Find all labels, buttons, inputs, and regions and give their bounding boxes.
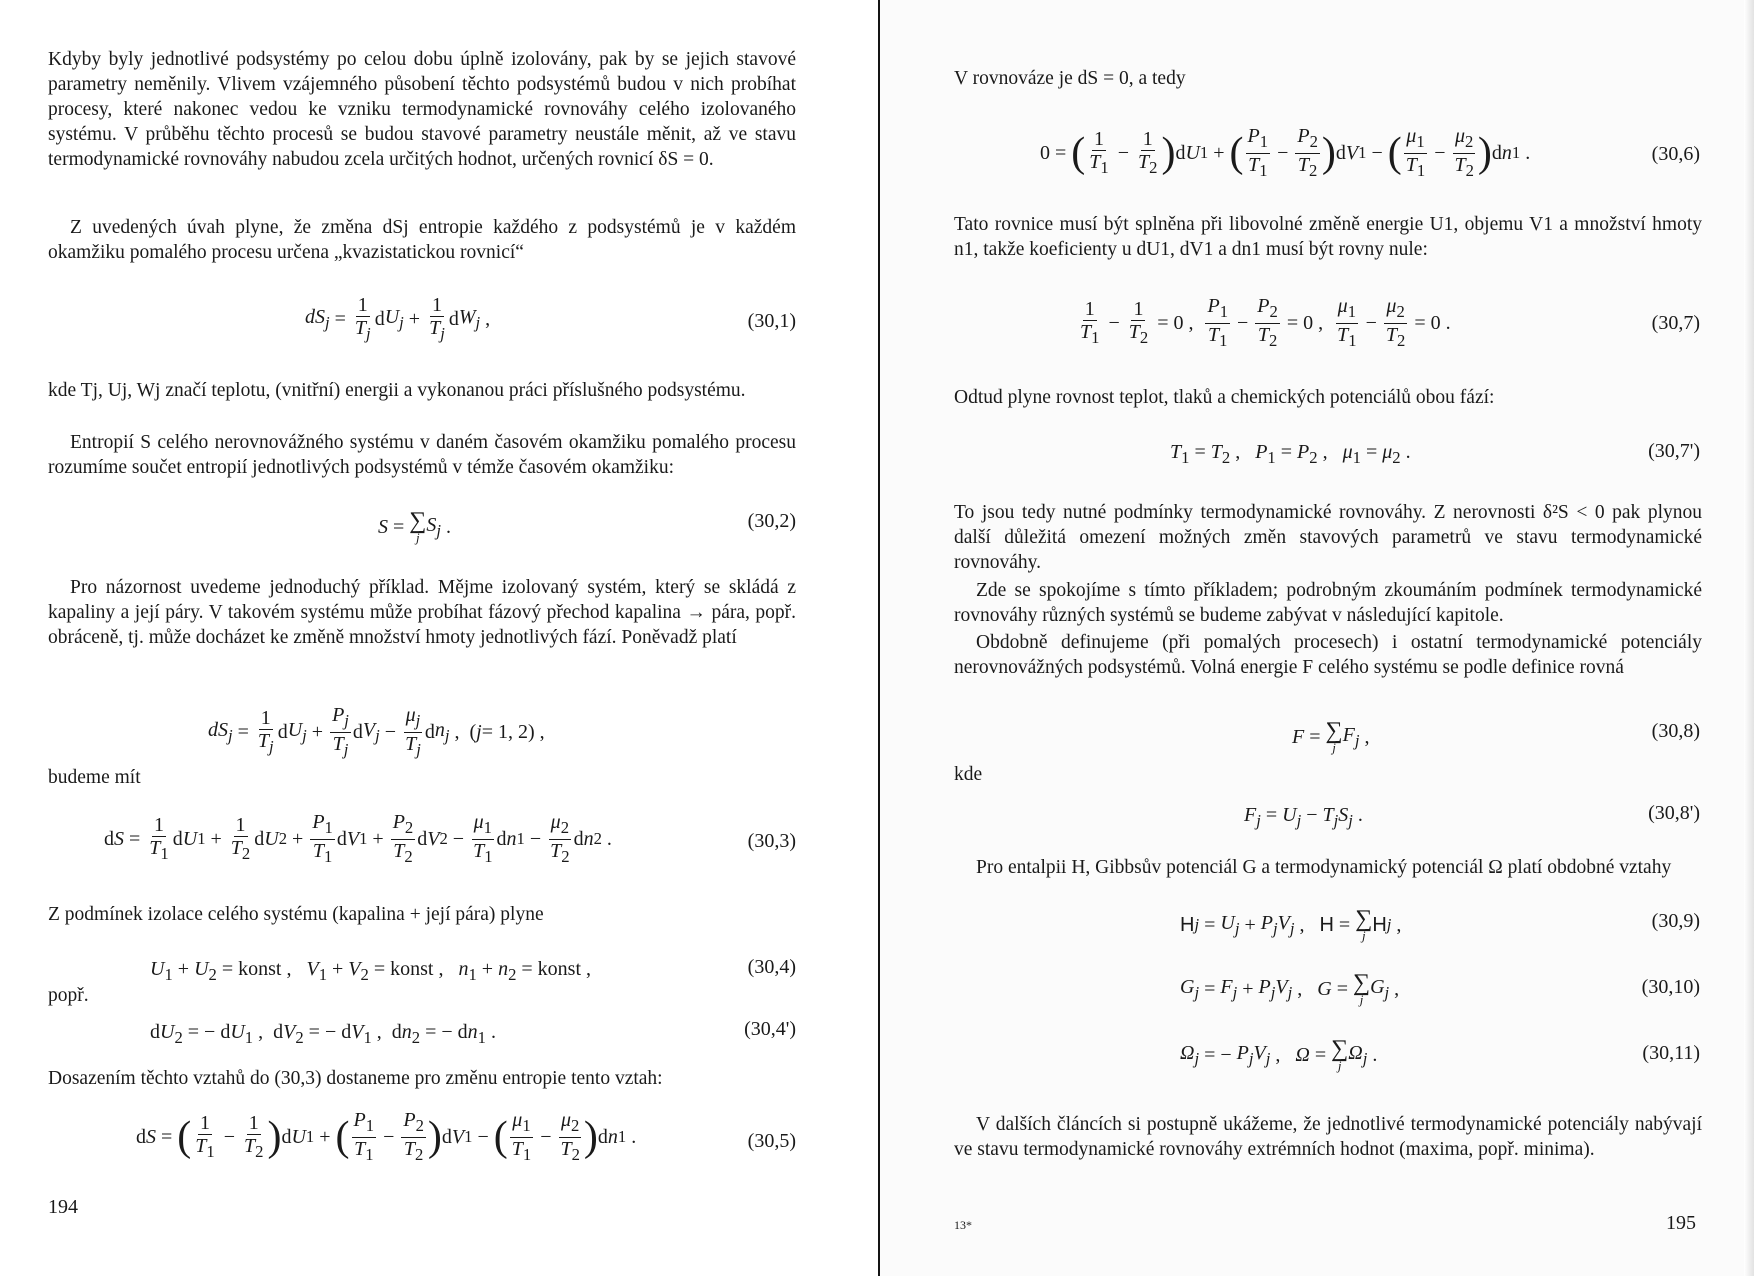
paragraph: Z uvedených úvah plyne, že změna dSj entropie každého z podsystémů je v každém okamžiku pomalého procesu určena „kvazistatickou rovnicí“ [48,217,796,263]
equation: $G_j$ = $F_j$ + $P_jV_j$ , G = ∑ j $G_j$ , [1180,970,1400,1007]
equation-number: (30,9) [1651,910,1700,932]
signature-mark: 13* [954,1218,972,1232]
paragraph: Obdobně definujeme (při pomalých procesech) i ostatní termodynamické potenciály nerovnovážných podsystémů. Volná energie F celého systému se podle definice rovná [954,632,1702,678]
paragraph: Z podmínek izolace celého systému (kapalina + její pára) plyne [48,904,544,925]
equation: 0 = ( 1 $T_1$ − 1 $T_2$ ) d U 1 + ( $P_1$ $T_1$ − $P_2$ $T_2$ ) d V 1 − ( $\mu_1$ $T_1$ − $\mu_2$ $T_2$ ) d n 1 . [1040,124,1531,180]
equation: S = ∑ j $S_j$ . [378,508,452,545]
equation-number: (30,7) [1651,312,1700,334]
equation: d S = ( 1 $T_1$ − 1 $T_2$ ) d U 1 + ( $P_1$ $T_1$ − $P_2$ $T_2$ ) d V 1 − ( $\mu_1$ $T_1$ − $\mu_2$ $T_2$ ) d n 1 . [136,1108,637,1164]
equation: $\Omega_j$ = − $P_jV_j$ , Ω = ∑ j $\Omega_j$ . [1180,1036,1378,1073]
right-page [880,0,1754,1276]
paragraph: Dosazením těchto vztahů do (30,3) dostaneme pro změnu entropie tento vztah: [48,1068,663,1089]
paragraph: Pro entalpii H, Gibbsův potenciál G a termodynamický potenciál Ω platí obdobné vztahy [976,857,1672,878]
equation-number: (30,7') [1648,440,1700,462]
equation-number: (30,3) [747,830,796,852]
equation: $dU_2$ = − $dU_1$ , $dV_2$ = − $dV_1$ , $dn_2$ = − $dn_1$ . [150,1021,496,1047]
equation-number: (30,10) [1641,976,1700,998]
equation-number: (30,4) [747,956,796,978]
paragraph: V dalších článcích si postupně ukážeme, že jednotlivé termodynamické potenciály nabývají ve stavu termodynamické rovnováhy extrémních hodnot (maxima, popř. minima). [954,1114,1702,1160]
page-number: 194 [48,1196,78,1218]
paragraph: V rovnováze je dS = 0, a tedy [954,68,1186,89]
equation: d S = 1 $T_1$ d U 1 + 1 $T_2$ d U 2 + $P_1$ $T_1$ d V 1 + $P_2$ $T_2$ d V 2 − $\mu_1$ $T_1$ d n 1 − $\mu_2$ $T_2$ d n 2 . [104,810,612,866]
equation-number: (30,11) [1642,1042,1700,1064]
paragraph: kde [954,764,983,785]
equation: $dS_j$ = 1 $T_j$ d $U_j$ + $P_j$ $T_j$ d $V_j$ − $\mu_j$ $T_j$ d $n_j$ , ( j = 1, 2) , [208,703,545,759]
paragraph: Odtud plyne rovnost teplot, tlaků a chemických potenciálů obou fází: [954,387,1495,408]
paragraph: To jsou tedy nutné podmínky termodynamické rovnováhy. Z nerovnosti δ²S < 0 pak plynou další důležitá omezení možných změn stavových parametrů ve stavu termodynamické rovnováhy. [954,502,1702,573]
paragraph: Zde se spokojíme s tímto příkladem; podrobným zkoumáním podmínek termodynamické rovnováhy různých systémů se budeme zabývat v následující kapitole. [954,580,1702,626]
equation: $dS_j$ = 1 $T_j$ d $U_j$ + 1 $T_j$ d $W_j$ , [305,293,491,343]
paragraph: Pro názornost uvedeme jednoduchý příklad. Mějme izolovaný systém, který se skládá z kapaliny a její páry. V takovém systému může probíhat fázový přechod kapalina → pára, popř. obráceně, tj. může docházet ke změně množství hmoty jednotlivých fází. Poněvadž platí [48,577,796,648]
equation: $U_1 + U_2$ = konst , $V_1 + V_2$ = konst , $n_1 + n_2$ = konst , [150,958,592,984]
paragraph: budeme mít [48,767,141,788]
paragraph: Kdyby byly jednotlivé podsystémy po celou dobu úplně izolovány, pak by se jejich stavové parametry neměnily. Vlivem vzájemného působení těchto podsystémů budou v nich probíhat procesy, které nakonec vedou ke vzniku termodynamické rovnováhy celého izolovaného systému. V průběhu těchto procesů se budou stavové parametry neustále měnit, až ve stavu termodynamické rovnováhy nabudou zcela určitých hodnot, určených rovnicí δS = 0. [48,49,796,170]
paragraph: Tato rovnice musí být splněna při libovolné změně energie U1, objemu V1 a množství hmoty n1, takže koeficienty u dU1, dV1 a dn1 musí být rovny nule: [954,214,1702,260]
paragraph: popř. [48,985,89,1006]
equation-number: (30,8') [1648,802,1700,824]
equation-number: (30,1) [747,310,796,332]
equation: H j = $U_j$ + $P_jV_j$ , H = ∑ j H j , [1180,906,1402,943]
page-number: 195 [1666,1212,1696,1234]
equation-number: (30,4') [744,1018,796,1040]
equation-number: (30,5) [747,1130,796,1152]
equation-number: (30,2) [747,510,796,532]
scan-right-edge [1744,0,1754,1276]
equation: $T_1 = T_2$ , $P_1 = P_2$ , $\mu_1 = \mu_2$ . [1170,441,1411,467]
equation: $F_j = U_j - T_jS_j$ . [1244,804,1363,830]
paragraph: kde Tj, Uj, Wj značí teplotu, (vnitřní) energii a vykonanou práci příslušného podsystému. [48,380,746,401]
equation: 1 $T_1$ − 1 $T_2$ = 0 , $P_1$ $T_1$ − $P_2$ $T_2$ = 0 , $\mu_1$ $T_1$ − $\mu_2$ $T_2$ = 0 . [1080,294,1451,350]
paragraph: Entropií S celého nerovnovážného systému v daném časovém okamžiku pomalého procesu rozumíme součet entropií jednotlivých podsystémů v témže časovém okamžiku: [48,432,796,478]
equation: F = ∑ j $F_j$ , [1292,718,1370,755]
equation-number: (30,6) [1651,143,1700,165]
equation-number: (30,8) [1651,720,1700,742]
